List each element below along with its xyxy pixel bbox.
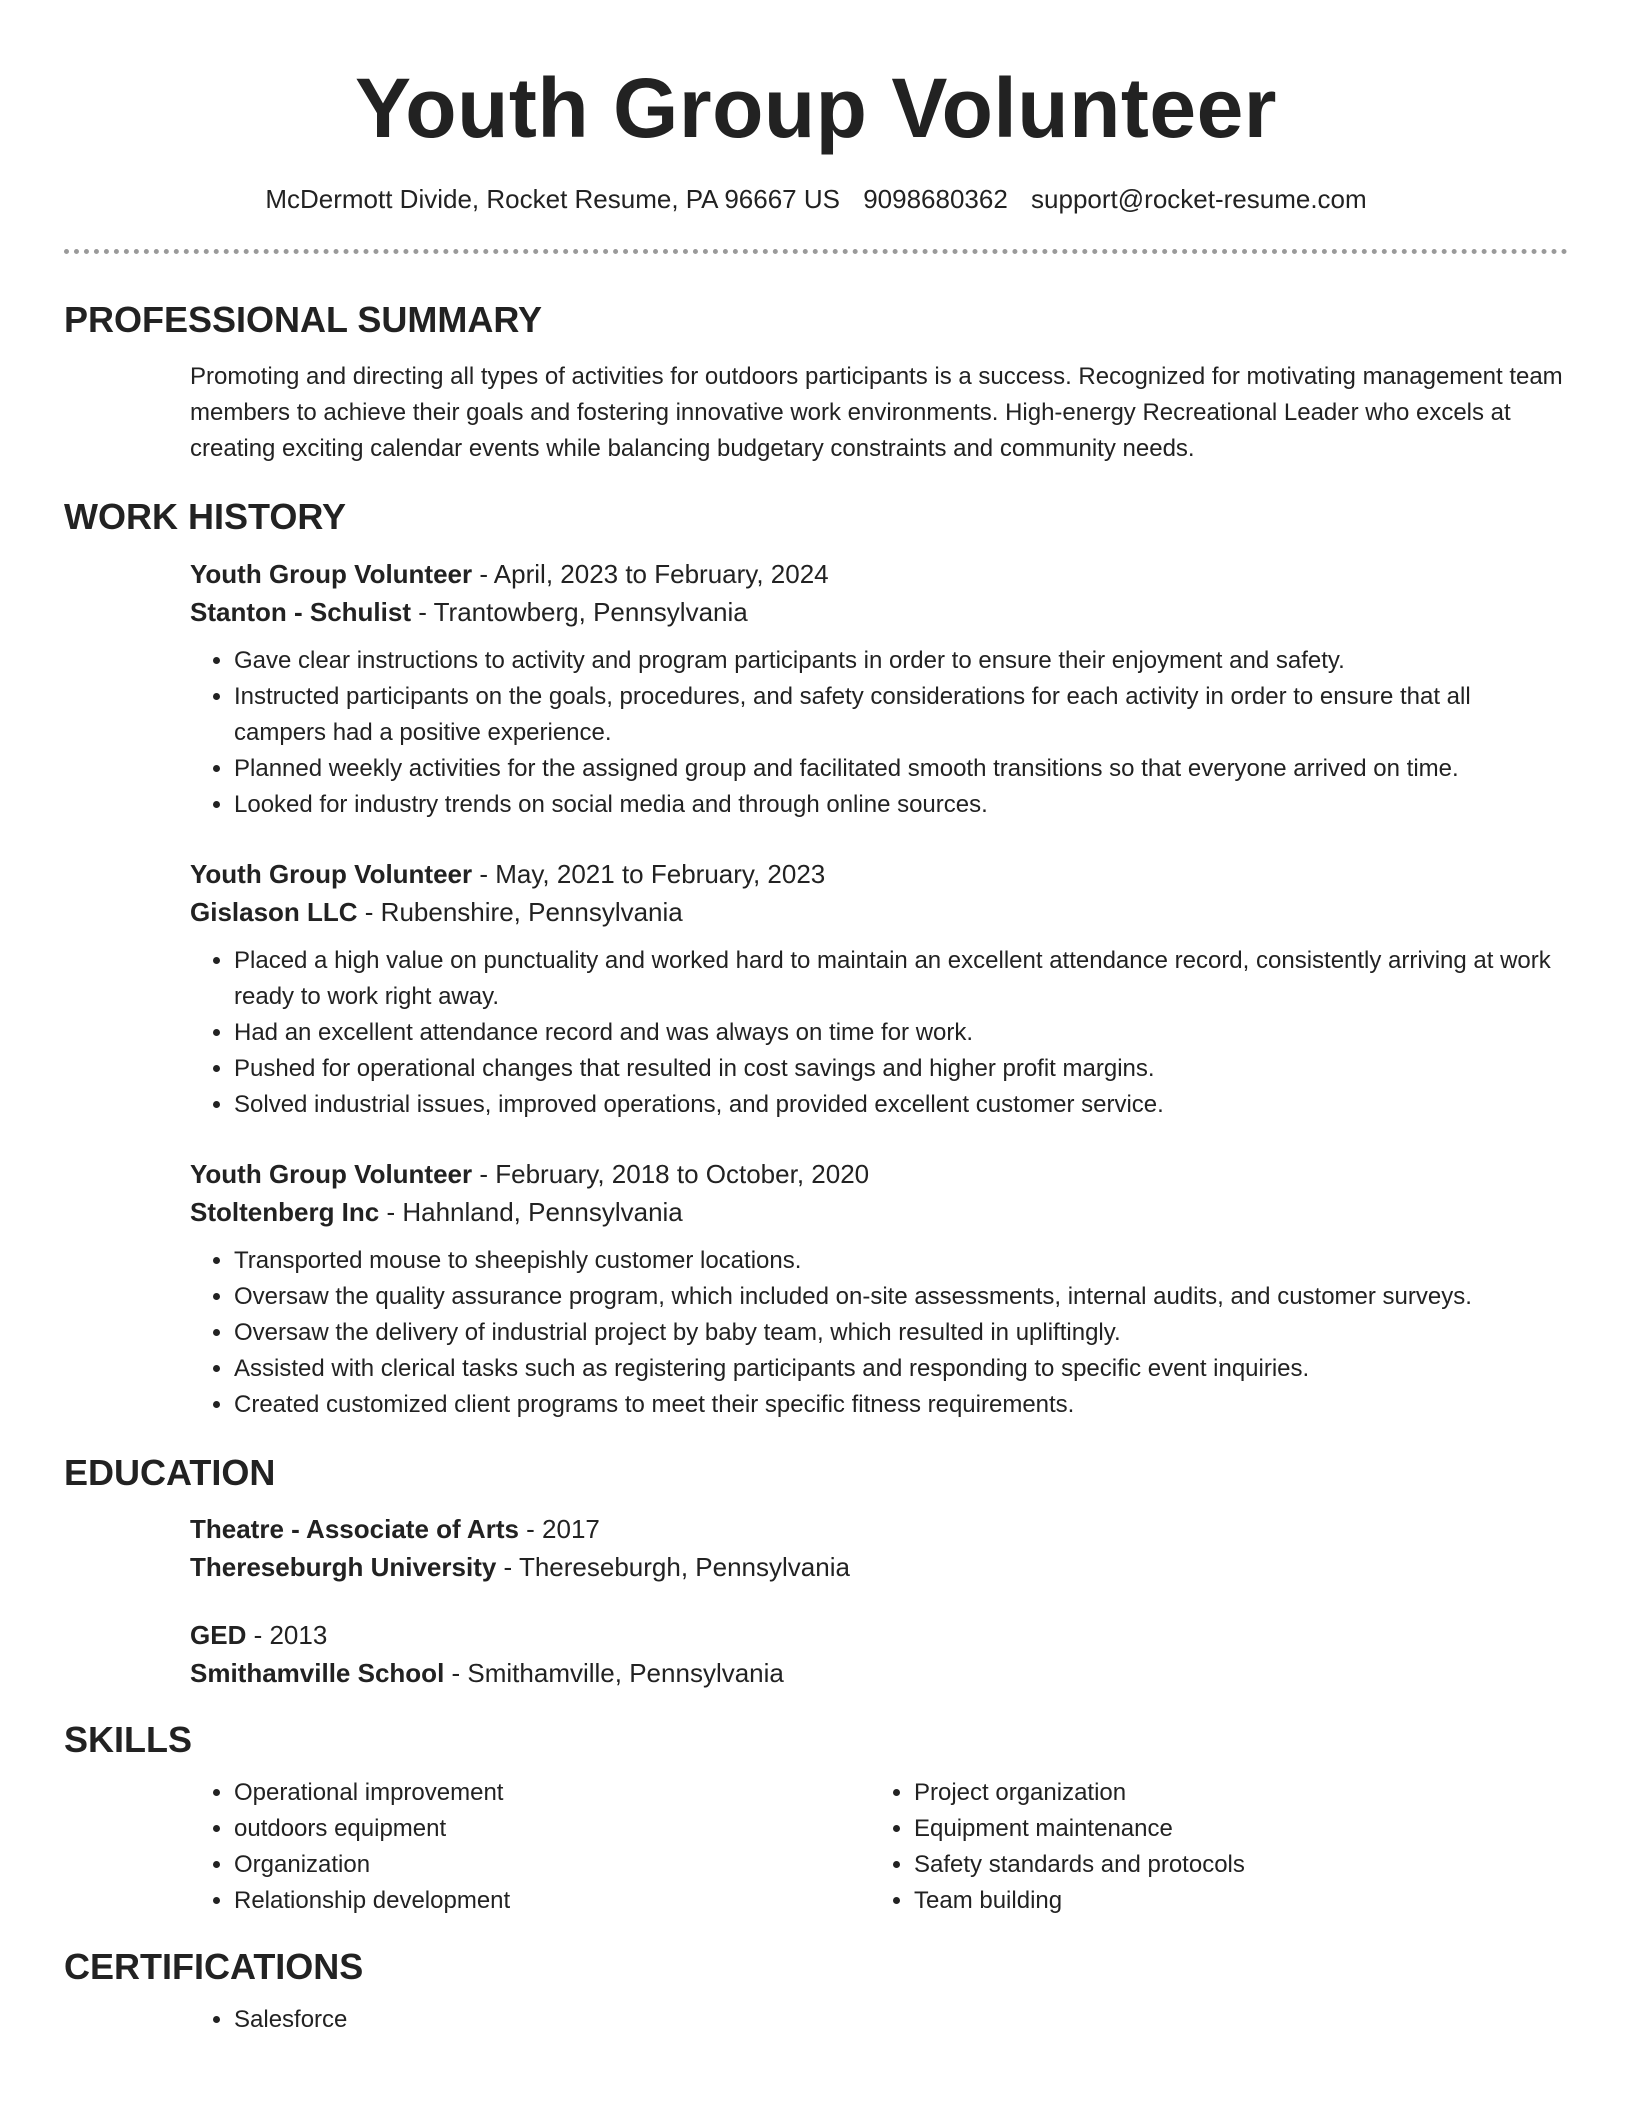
section-title-skills: SKILLS [64,1718,193,1760]
contact-line [64,184,1568,215]
education-degree: GED [190,1619,247,1650]
job-title-line [190,1155,1568,1193]
job-entry [190,555,1568,823]
job-company: Gislason LLC [190,896,358,927]
contact-email: support@rocket-resume.com [1031,184,1367,214]
job-bullet: • Placed a high value on punctuality and worked hard to maintain an excellent attendance record, consistently arriving at work ready to work right away. [234,943,1568,1015]
job-bullets [190,943,1568,1123]
summary-text: Promoting and directing all types of activities for outdoors participants is a success. Recognized for motivating management team members to achieve their goals and fostering innovative work environments. High-energy Recreational Leader who excels at creating exciting calendar events while balancing budgetary constraints and community needs. [190,363,1563,463]
job-title: Youth Group Volunteer [190,858,473,889]
certifications-section [64,1945,1568,2038]
job-bullets [190,1243,1568,1423]
skill-item: • Equipment maintenance [914,1811,1550,1847]
job-bullet: • Looked for industry trends on social media and through online sources. [234,787,1568,823]
job-title: Youth Group Volunteer [190,558,473,589]
job-company-line [190,593,1568,631]
job-bullet: • Had an excellent attendance record and was always on time for work. [234,1015,1568,1051]
certification-item: • Salesforce [234,2002,1568,2038]
skills-section [64,1718,1568,1919]
skill-item: • Relationship development [234,1883,870,1919]
contact-address: McDermott Divide, Rocket Resume, PA 96667 US [265,184,840,214]
education-entry [190,1510,1568,1586]
job-company: Stanton - Schulist [190,596,411,627]
education-degree-line [190,1616,1568,1654]
education-location: - Thereseburgh, Pennsylvania [496,1551,850,1582]
education-entry [190,1616,1568,1692]
skill-item: • outdoors equipment [234,1811,870,1847]
section-title-education: EDUCATION [64,1451,276,1493]
education-degree-line [190,1510,1568,1548]
job-bullet: • Planned weekly activities for the assigned group and facilitated smooth transitions so that everyone arrived on time. [234,751,1568,787]
skill-item: • Safety standards and protocols [914,1847,1550,1883]
section-title-certifications: CERTIFICATIONS [64,1945,364,1987]
education-year: - 2017 [518,1513,600,1544]
job-bullet: • Instructed participants on the goals, procedures, and safety considerations for each activity in order to ensure that all campers had a positive experience. [234,679,1568,751]
skill-item: • Operational improvement [234,1775,870,1811]
section-title-summary: PROFESSIONAL SUMMARY [64,299,543,341]
education-degree: Theatre - Associate of Arts [190,1513,519,1544]
job-location: - Rubenshire, Pennsylvania [357,896,683,927]
job-company: Stoltenberg Inc [190,1196,380,1227]
job-bullets [190,643,1568,823]
education-section [64,1451,1568,1692]
job-entry [190,855,1568,1123]
job-bullet: • Solved industrial issues, improved operations, and provided excellent customer service. [234,1087,1568,1123]
job-location: - Hahnland, Pennsylvania [379,1196,683,1227]
resume-page [64,0,1568,2038]
job-bullet: • Gave clear instructions to activity and program participants in order to ensure their enjoyment and safety. [234,643,1568,679]
contact-phone: 9098680362 [863,184,1008,214]
job-company-line [190,1193,1568,1231]
job-bullet: • Created customized client programs to meet their specific fitness requirements. [234,1387,1568,1423]
summary-section [64,298,1568,467]
skill-item: • Project organization [914,1775,1550,1811]
job-dates: - February, 2018 to October, 2020 [472,1158,870,1189]
education-location: - Smithamville, Pennsylvania [444,1657,784,1688]
education-school-line [190,1548,1568,1586]
skill-item: • Team building [914,1883,1550,1919]
skill-item: • Organization [234,1847,870,1883]
education-year: - 2013 [246,1619,328,1650]
job-dates: - April, 2023 to February, 2024 [472,558,829,589]
job-bullet: • Assisted with clerical tasks such as registering participants and responding to specific event inquiries. [234,1351,1568,1387]
certifications-list [190,2002,1568,2038]
job-title-line [190,555,1568,593]
job-dates: - May, 2021 to February, 2023 [472,858,826,889]
job-bullet: • Transported mouse to sheepishly customer locations. [234,1243,1568,1279]
skills-column-right [870,1775,1550,1919]
skills-grid [190,1775,1568,1919]
job-title-line [190,855,1568,893]
education-school-line [190,1654,1568,1692]
skills-column-left [190,1775,870,1919]
job-entry [190,1155,1568,1423]
job-location: - Trantowberg, Pennsylvania [411,596,748,627]
job-company-line [190,893,1568,931]
work-history-section [64,495,1568,1422]
education-school: Thereseburgh University [190,1551,497,1582]
job-bullet: • Oversaw the delivery of industrial project by baby team, which resulted in upliftingly. [234,1315,1568,1351]
job-title: Youth Group Volunteer [190,1158,473,1189]
education-school: Smithamville School [190,1657,445,1688]
resume-name: Youth Group Volunteer [355,61,1277,155]
job-bullet: • Pushed for operational changes that resulted in cost savings and higher profit margins. [234,1051,1568,1087]
header-divider [64,249,1568,254]
job-bullet: • Oversaw the quality assurance program, which included on-site assessments, internal audits, and customer surveys. [234,1279,1568,1315]
section-title-work-history: WORK HISTORY [64,496,347,538]
